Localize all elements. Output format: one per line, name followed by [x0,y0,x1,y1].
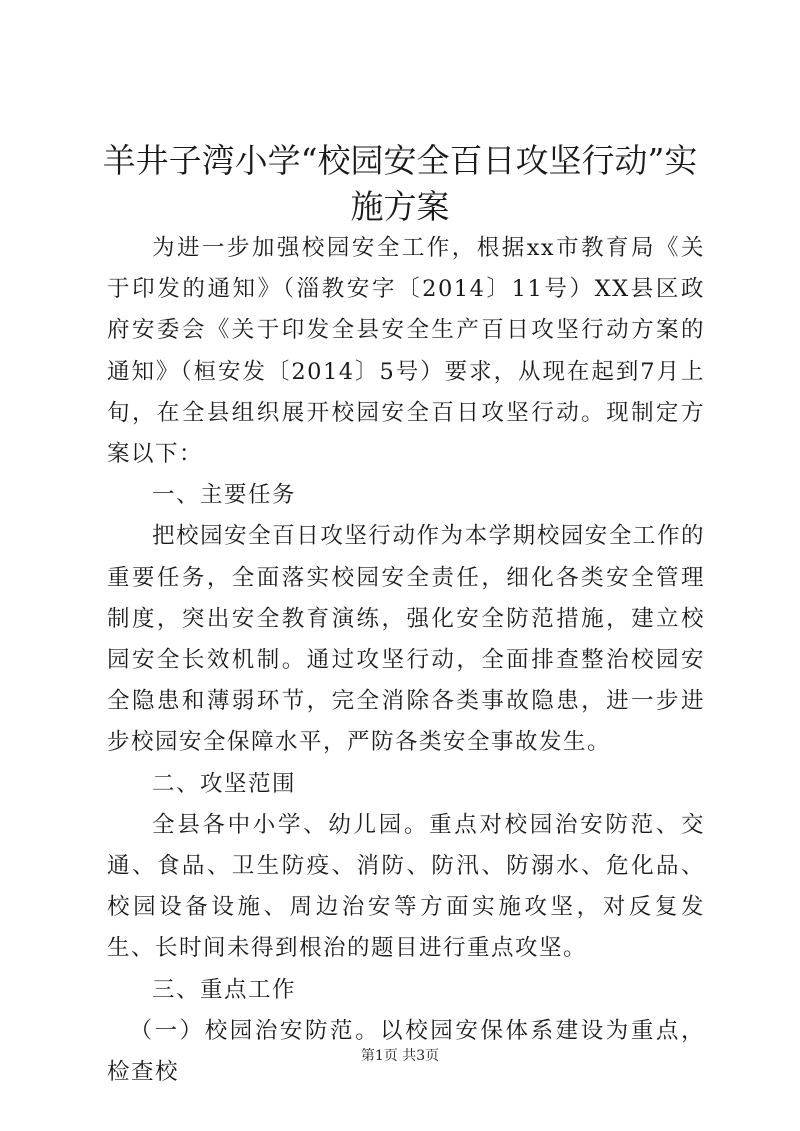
section-heading-main-tasks: 一、主要任务 [152,482,297,509]
key-work-paragraph: （一）校园治安防范。以校园安保体系建设为重点，检查校 [107,1017,705,1086]
document-title: 羊井子湾小学“校园安全百日攻坚行动”实施方案 [102,141,698,226]
scope-paragraph: 全县各中小学、幼儿园。重点对校园治安防范、交通、食品、卫生防疫、消防、防汛、防溺水、危化品、校园设备设施、周边治安等方面实施攻坚，对反复发生、长时间未得到根治的题目进行重点攻坚。 [107,811,705,962]
main-tasks-paragraph: 把校园安全百日攻坚行动作为本学期校园安全工作的重要任务，全面落实校园安全责任，细化各类安全管理制度，突出安全教育演练，强化安全防范措施，建立校园安全长效机制。通过攻坚行动，全面排查整治校园安全隐患和薄弱环节，完全消除各类事故隐患，进一步进步校园安全保障水平，严防各类安全事故发生。 [107,523,705,756]
section-heading-key-work: 三、重点工作 [152,976,297,1003]
document-body [107,228,705,1093]
section-heading-scope: 二、攻坚范围 [152,770,297,797]
intro-paragraph: 为进一步加强校园安全工作，根据xx市教育局《关于印发的通知》（淄教安字〔2014〕11号）XX县区政府安委会《关于印发全县安全生产百日攻坚行动方案的通知》（桓安发〔2014〕5号）要求，从现在起到7月上旬，在全县组织展开校园安全百日攻坚行动。现制定方案以下： [107,235,705,468]
page-footer: 第1页 共3页 [360,1048,440,1064]
